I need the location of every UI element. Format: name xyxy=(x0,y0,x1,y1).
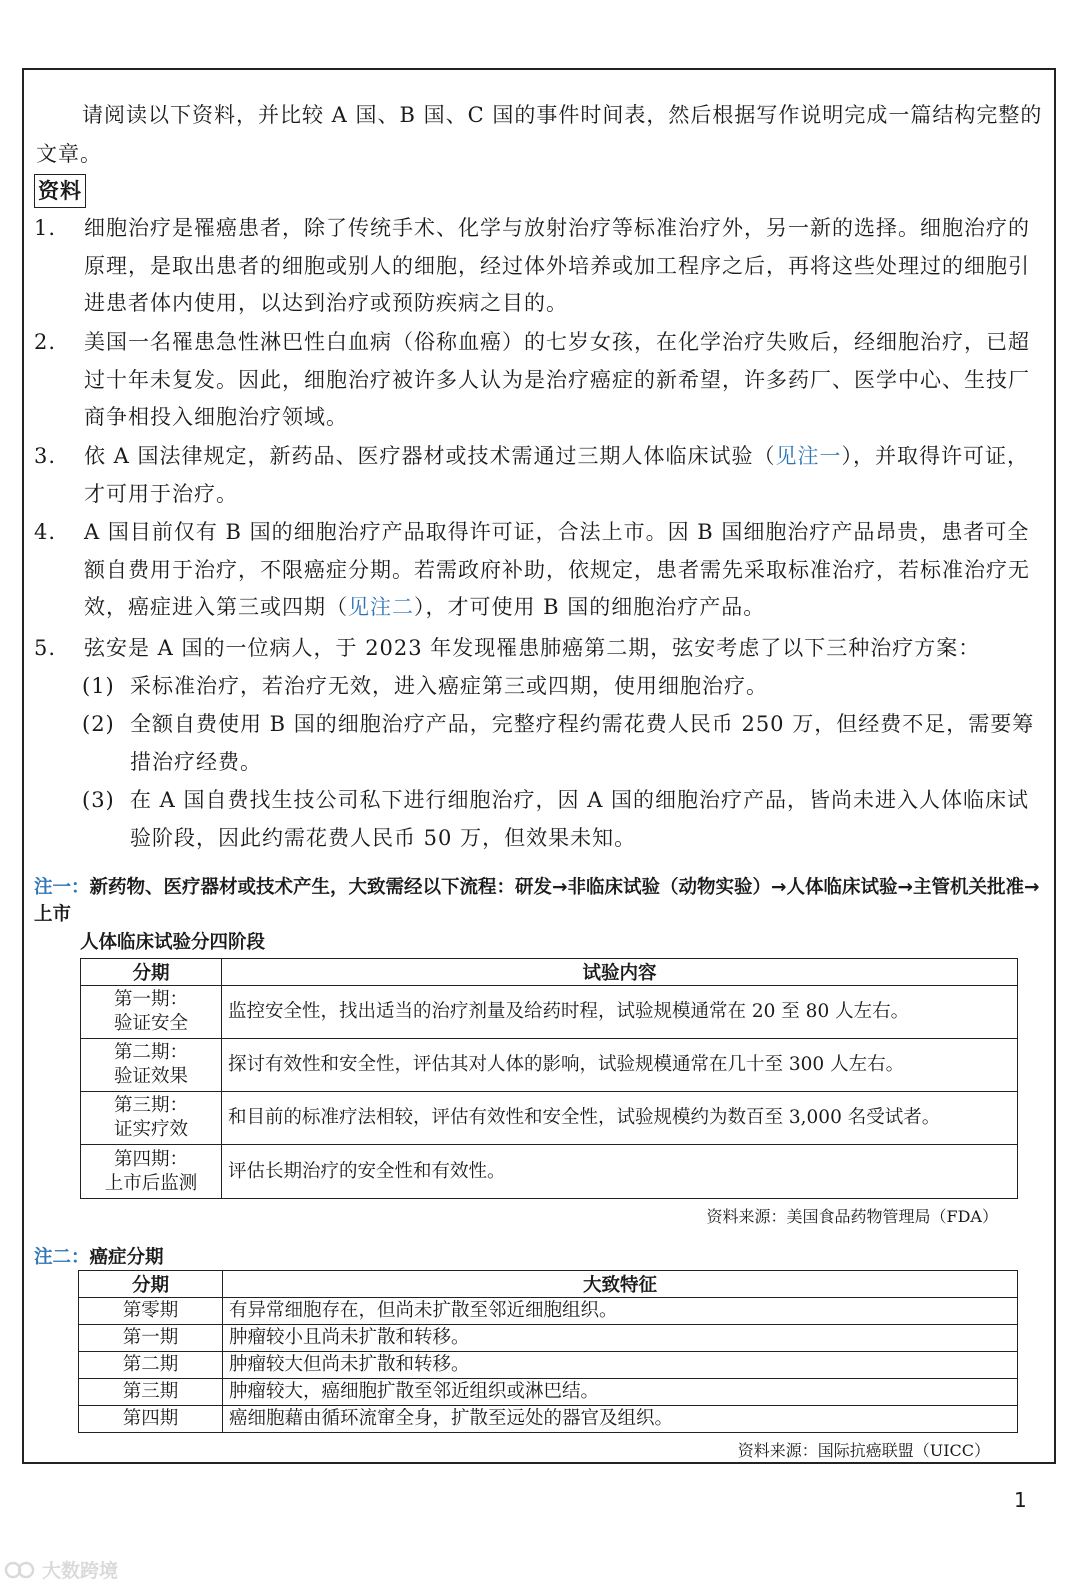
stage-cell: 第三期 xyxy=(79,1379,223,1406)
list-item xyxy=(34,210,1044,323)
table-row xyxy=(81,986,1018,1039)
table-header-row xyxy=(79,1271,1018,1298)
table-row xyxy=(79,1406,1018,1433)
fda-source: 资料来源：美国食品药物管理局（FDA） xyxy=(706,1207,998,1226)
content-cell: 评估长期治疗的安全性和有效性。 xyxy=(222,1145,1018,1199)
table-row xyxy=(81,1145,1018,1199)
table-row xyxy=(81,1039,1018,1092)
table-row xyxy=(79,1298,1018,1325)
list-item xyxy=(34,438,1044,513)
item-text: 依 A 国法律规定，新药品、医疗器材或技术需通过三期人体临床试验（见注一），并取得许可证，才可用于治疗。 xyxy=(84,444,1030,506)
note-two-label: 注二： xyxy=(34,1247,90,1268)
note-two xyxy=(34,1244,1044,1271)
table-row xyxy=(79,1379,1018,1406)
stage-cell: 第零期 xyxy=(79,1298,223,1325)
option-item xyxy=(82,668,1044,706)
option-item xyxy=(82,782,1044,857)
column-header: 分期 xyxy=(79,1271,223,1298)
option-text: 全额自费使用 B 国的细胞治疗产品，完整疗程约需花费人民币 250 万，但经费不足，需要筹措治疗经费。 xyxy=(130,712,1035,774)
list-item xyxy=(34,324,1044,437)
stage-cell: 第二期 xyxy=(79,1352,223,1379)
content-cell: 和目前的标准疗法相较，评估有效性和安全性，试验规模约为数百至 3,000 名受试者。 xyxy=(222,1092,1018,1145)
item-number: 4. xyxy=(34,520,57,544)
table-row xyxy=(81,1092,1018,1145)
feature-cell: 癌细胞藉由循环流窜全身，扩散至远处的器官及组织。 xyxy=(223,1406,1018,1433)
note2-reference-link[interactable]: 见注二 xyxy=(348,595,414,619)
uicc-source: 资料来源：国际抗癌联盟（UICC） xyxy=(737,1441,990,1460)
option-text: 采标准治疗，若治疗无效，进入癌症第三或四期，使用细胞治疗。 xyxy=(130,674,768,698)
item-text: A 国目前仅有 B 国的细胞治疗产品取得许可证，合法上市。因 B 国细胞治疗产品昂贵，患者可全额自费用于治疗，不限癌症分期。若需政府补助，依规定，患者需先采取标准治疗，若标准治疗无效，癌症进入第三或四期（见注二），才可使用 B 国的细胞治疗产品。 xyxy=(84,520,1030,619)
watermark-logo-icon xyxy=(4,1559,38,1581)
stage-cell: 第一期 xyxy=(79,1325,223,1352)
option-number: (2) xyxy=(82,712,115,736)
content-cell: 探讨有效性和安全性，评估其对人体的影响，试验规模通常在几十至 300 人左右。 xyxy=(222,1039,1018,1092)
stage-cell: 第三期： 证实疗效 xyxy=(81,1092,222,1145)
option-text: 在 A 国自费找生技公司私下进行细胞治疗，因 A 国的细胞治疗产品，皆尚未进入人体临床试验阶段，因此约需花费人民币 50 万，但效果未知。 xyxy=(130,788,1030,850)
stage-cell: 第二期： 验证效果 xyxy=(81,1039,222,1092)
item-number: 1. xyxy=(34,216,57,240)
stage-cell: 第四期 xyxy=(79,1406,223,1433)
list-item xyxy=(34,630,1044,668)
note-one-text: 新药物、医疗器材或技术产生，大致需经以下流程：研发→非临床试验（动物实验）→人体临床试验→主管机关批准→上市 xyxy=(34,877,1040,925)
feature-cell: 有异常细胞存在，但尚未扩散至邻近细胞组织。 xyxy=(223,1298,1018,1325)
item-number: 2. xyxy=(34,330,57,354)
page-number: 1 xyxy=(1014,1488,1027,1512)
list-item xyxy=(34,514,1044,627)
column-header: 大致特征 xyxy=(223,1271,1018,1298)
note-two-text: 癌症分期 xyxy=(89,1247,164,1268)
feature-cell: 肿瘤较大但尚未扩散和转移。 xyxy=(223,1352,1018,1379)
stage-cell: 第四期： 上市后监测 xyxy=(81,1145,222,1199)
trial-phases-table xyxy=(80,958,1018,1199)
content-cell: 监控安全性，找出适当的治疗剂量及给药时程，试验规模通常在 20 至 80 人左右。 xyxy=(222,986,1018,1039)
item-number: 3. xyxy=(34,444,57,468)
document-frame xyxy=(22,68,1056,1464)
column-header: 试验内容 xyxy=(222,959,1018,986)
table-row xyxy=(79,1352,1018,1379)
feature-cell: 肿瘤较小且尚未扩散和转移。 xyxy=(223,1325,1018,1352)
trial-phases-heading: 人体临床试验分四阶段 xyxy=(80,932,266,953)
cancer-stages-table xyxy=(78,1270,1018,1433)
table-row xyxy=(79,1325,1018,1352)
table-header-row xyxy=(81,959,1018,986)
item-text: 细胞治疗是罹癌患者，除了传统手术、化学与放射治疗等标准治疗外，另一新的选择。细胞治疗的原理，是取出患者的细胞或别人的细胞，经过体外培养或加工程序之后，再将这些处理过的细胞引进患者体内使用，以达到治疗或预防疾病之目的。 xyxy=(84,216,1030,315)
column-header: 分期 xyxy=(81,959,222,986)
section-label: 资料 xyxy=(34,174,86,208)
watermark xyxy=(4,1556,118,1583)
feature-cell: 肿瘤较大，癌细胞扩散至邻近组织或淋巴结。 xyxy=(223,1379,1018,1406)
note-one-label: 注一： xyxy=(34,877,90,898)
note-one xyxy=(34,874,1044,928)
option-item xyxy=(82,706,1044,781)
option-number: (1) xyxy=(82,674,115,698)
intro-paragraph: 请阅读以下资料，并比较 A 国、B 国、C 国的事件时间表，然后根据写作说明完成一篇结构完整的文章。 xyxy=(36,103,1043,166)
item-number: 5. xyxy=(34,636,57,660)
item-text: 美国一名罹患急性淋巴性白血病（俗称血癌）的七岁女孩，在化学治疗失败后，经细胞治疗，已超过十年未复发。因此，细胞治疗被许多人认为是治疗癌症的新希望，许多药厂、医学中心、生技厂商争相投入细胞治疗领域。 xyxy=(84,330,1030,429)
item-text: 弦安是 A 国的一位病人，于 2023 年发现罹患肺癌第二期，弦安考虑了以下三种治疗方案： xyxy=(84,636,981,660)
stage-cell: 第一期： 验证安全 xyxy=(81,986,222,1039)
watermark-text: 大数跨境 xyxy=(42,1560,119,1582)
note1-reference-link[interactable]: 见注一 xyxy=(775,444,842,468)
option-number: (3) xyxy=(82,788,115,812)
